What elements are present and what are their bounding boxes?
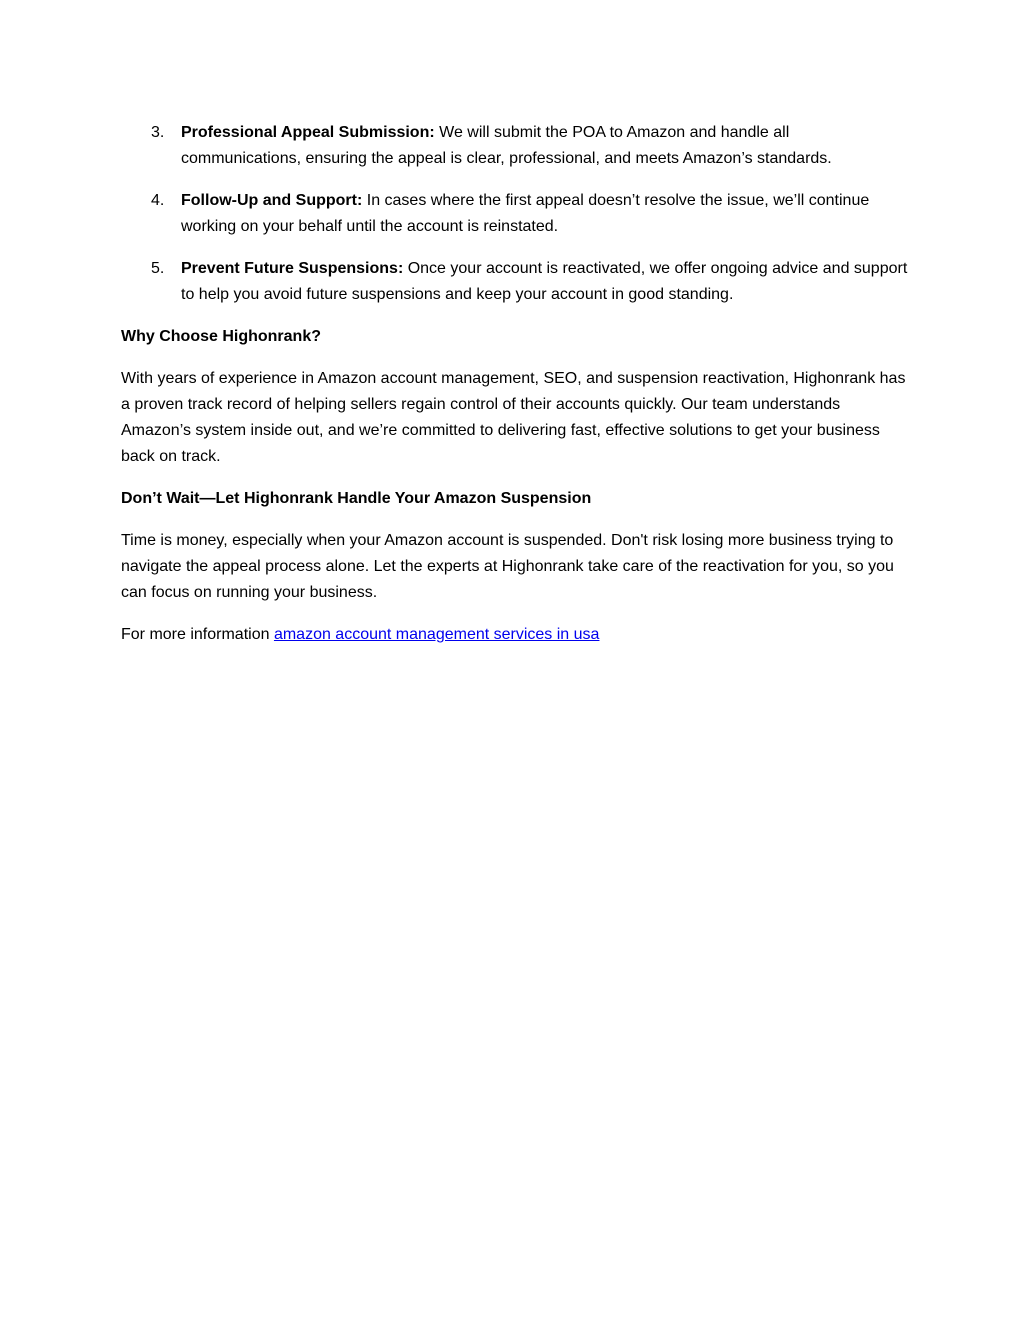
document-content	[121, 120, 911, 664]
step-text: We will submit the POA to Amazon and handle all communications, ensuring the appeal is clear, professional, and meets Amazon’s standards.	[181, 124, 832, 167]
amazon-services-link[interactable]: amazon account management services in usa	[273, 626, 600, 643]
step-number: 3.	[151, 124, 165, 141]
more-info-prefix: For more information	[121, 626, 274, 643]
step-number: 4.	[151, 192, 165, 209]
dont-wait-heading: Don’t Wait—Let Highonrank Handle Your Amazon Suspension	[121, 490, 592, 507]
list-item-step-5	[121, 256, 911, 308]
step-title: Follow-Up and Support:	[181, 192, 363, 209]
more-info-paragraph	[121, 622, 911, 648]
why-choose-heading: Why Choose Highonrank?	[121, 328, 321, 345]
steps-list	[121, 120, 911, 308]
step-text: In cases where the first appeal doesn’t resolve the issue, we’ll continue working on your behalf until the account is reinstated.	[181, 192, 870, 235]
step-number: 5.	[151, 260, 165, 277]
list-item-step-4	[121, 188, 911, 240]
list-item-step-3	[121, 120, 911, 172]
dont-wait-paragraph: Time is money, especially when your Amazon account is suspended. Don't risk losing more business trying to navigate the appeal process alone. Let the experts at Highonrank take care of the reactivation for you, so you can focus on running your business.	[121, 532, 894, 601]
step-text: Once your account is reactivated, we offer ongoing advice and support to help you avoid future suspensions and keep your account in good standing.	[181, 260, 908, 303]
step-title: Professional Appeal Submission:	[181, 124, 435, 141]
why-choose-paragraph: With years of experience in Amazon account management, SEO, and suspension reactivation, Highonrank has a proven track record of helping sellers regain control of their accounts quickly. Our team understands Amazon’s system inside out, and we’re committed to delivering fast, effective solutions to get your business back on track.	[121, 370, 906, 465]
step-title: Prevent Future Suspensions:	[181, 260, 404, 277]
